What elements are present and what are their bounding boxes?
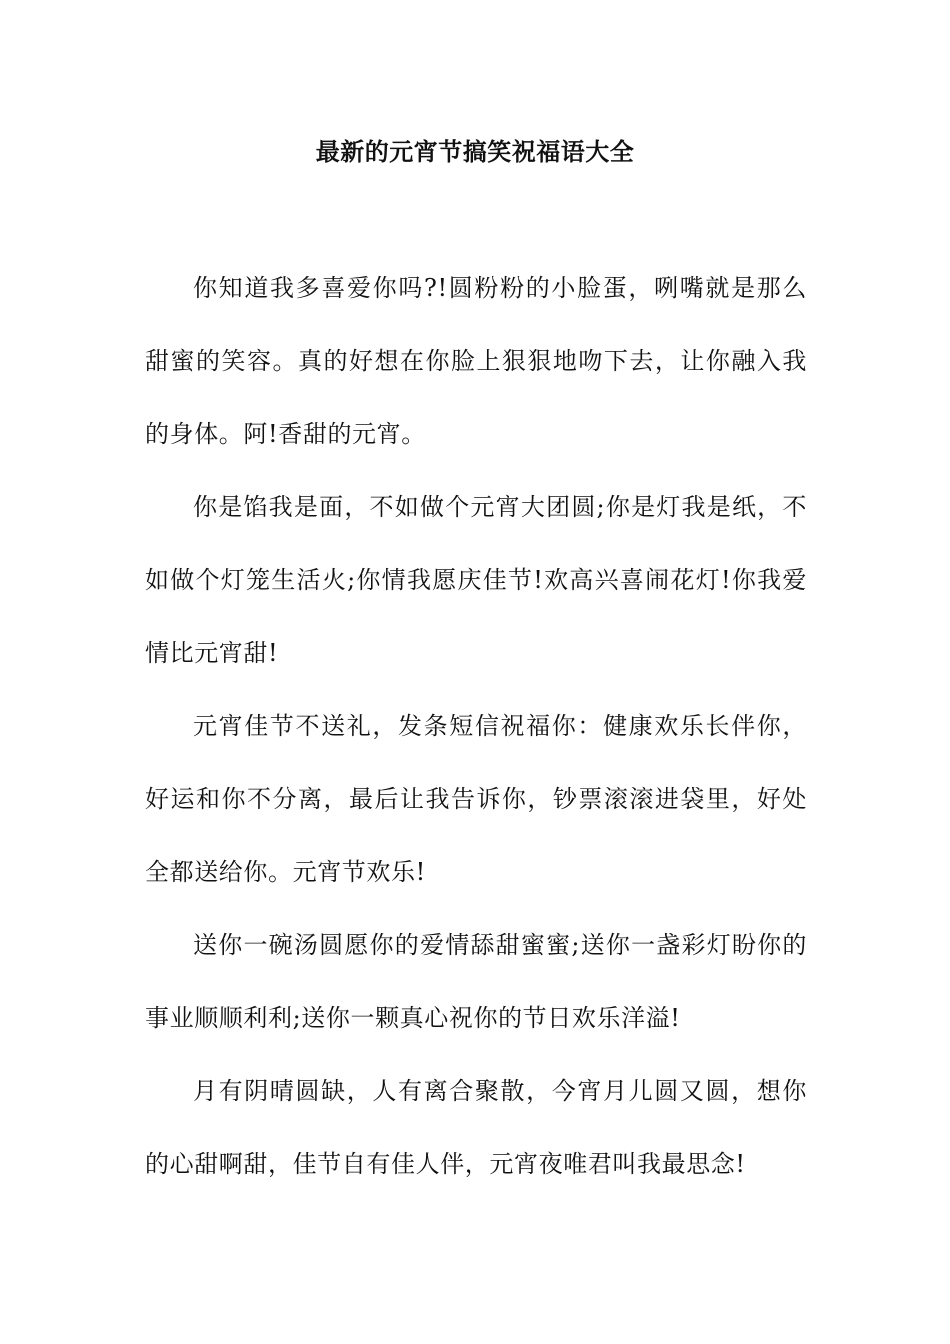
document-title: 最新的元宵节搞笑祝福语大全: [315, 137, 635, 166]
paragraph-4: 送你一碗汤圆愿你的爱情舔甜蜜蜜;送你一盏彩灯盼你的事业顺顺利利;送你一颗真心祝你的节日欢乐洋溢!: [145, 931, 807, 1032]
paragraph-5: 月有阴晴圆缺，人有离合聚散，今宵月儿圆又圆，想你的心甜啊甜，佳节自有佳人伴，元宵夜唯君叫我最思念!: [145, 1077, 807, 1178]
paragraph-3: 元宵佳节不送礼，发条短信祝福你：健康欢乐长伴你，好运和你不分离，最后让我告诉你，钞票滚滚进袋里，好处全都送给你。元宵节欢乐!: [145, 712, 807, 886]
document-body: [145, 252, 807, 1201]
paragraph-2: 你是馅我是面，不如做个元宵大团圆;你是灯我是纸，不如做个灯笼生活火;你情我愿庆佳节!欢高兴喜闹花灯!你我爱情比元宵甜!: [145, 493, 807, 667]
paragraph-1: 你知道我多喜爱你吗?!圆粉粉的小脸蛋，咧嘴就是那么甜蜜的笑容。真的好想在你脸上狠狠地吻下去，让你融入我的身体。阿!香甜的元宵。: [145, 274, 807, 448]
